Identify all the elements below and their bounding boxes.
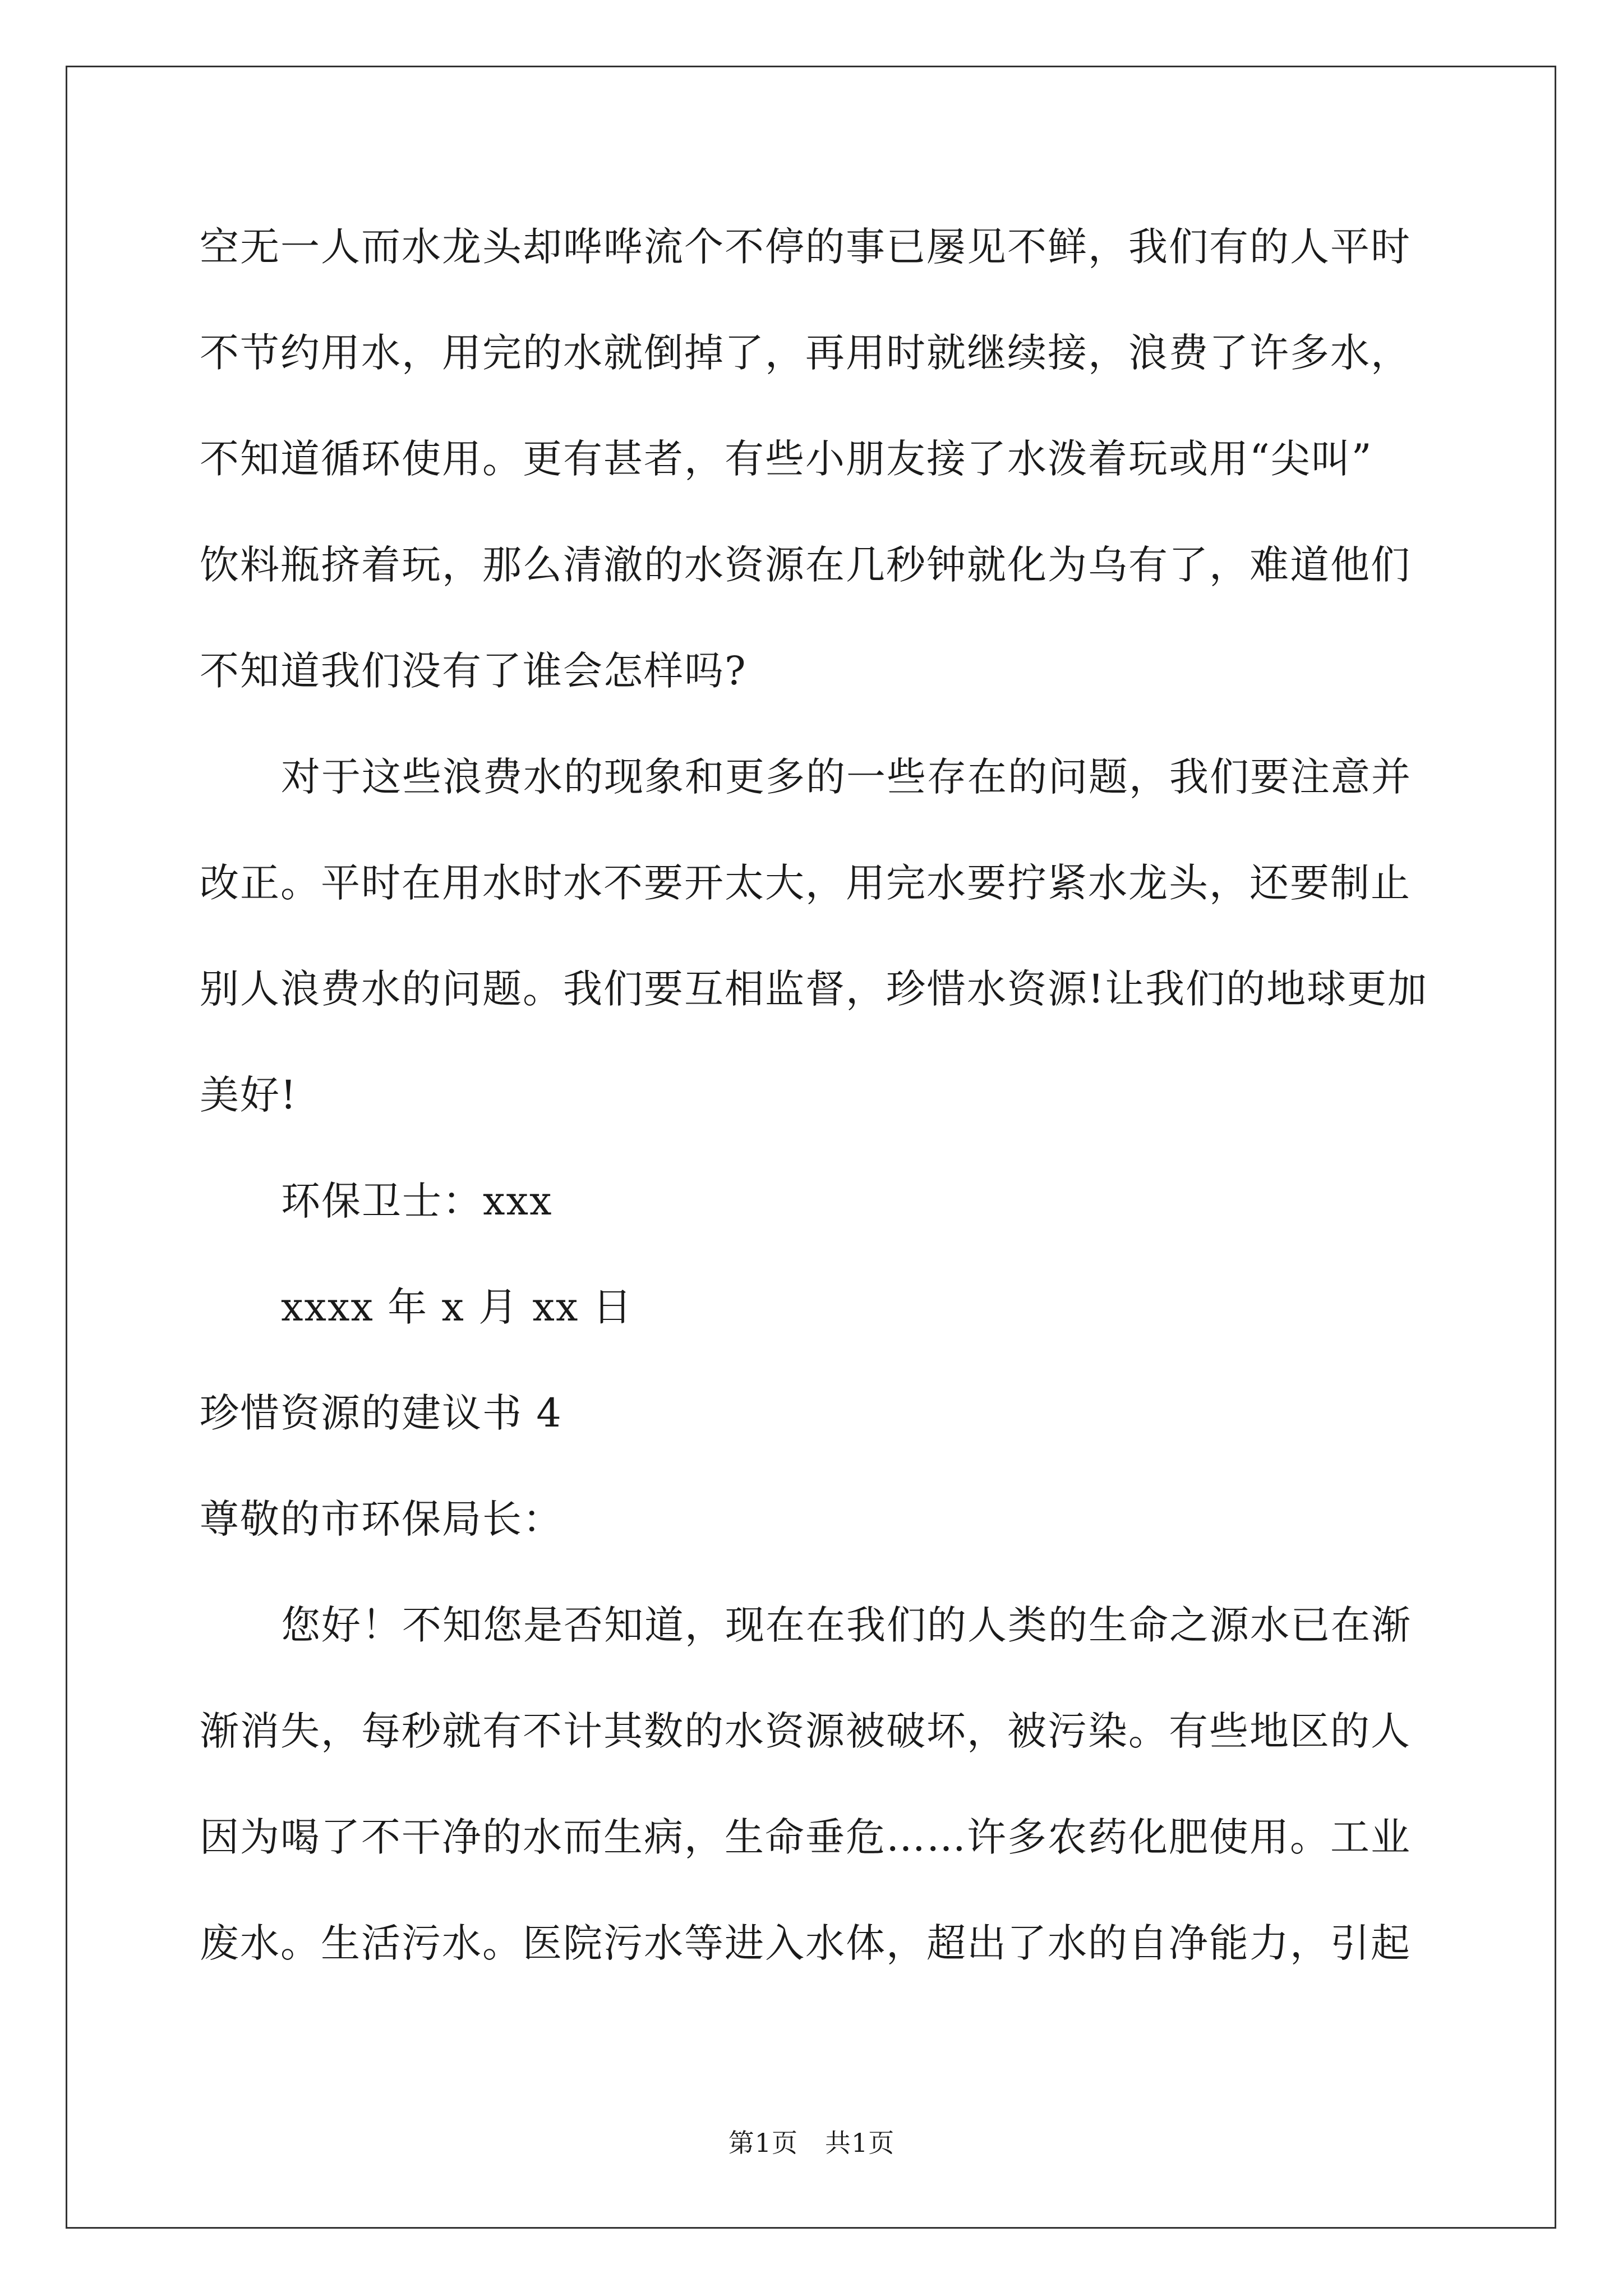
section-title: 珍惜资源的建议书 4 [200, 1390, 562, 1436]
salutation: 尊敬的市环保局长： [200, 1496, 563, 1542]
page-number: 第1页 [728, 2128, 798, 2158]
date-line: xxxx 年 x 月 xx 日 [281, 1284, 633, 1330]
text-line: 美好! [200, 1072, 298, 1118]
paragraph-first-line: 对于这些浪费水的现象和更多的一些存在的问题，我们要注意并 [281, 754, 1412, 800]
text-line: 饮料瓶挤着玩，那么清澈的水资源在几秒钟就化为乌有了，难道他们 [200, 542, 1411, 588]
text-line: 不知道我们没有了谁会怎样吗? [200, 648, 747, 694]
text-line: 别人浪费水的问题。我们要互相监督，珍惜水资源!让我们的地球更加 [200, 966, 1428, 1012]
text-line: 不节约用水，用完的水就倒掉了，再用时就继续接，浪费了许多水， [200, 330, 1411, 376]
page-total: 共1页 [825, 2128, 895, 2158]
text-line: 废水。生活污水。医院污水等进入水体，超出了水的自净能力，引起 [200, 1920, 1411, 1966]
text-line: 不知道循环使用。更有甚者，有些小朋友接了水泼着玩或用“尖叫” [200, 436, 1373, 482]
signature-line: 环保卫士：xxx [281, 1178, 553, 1224]
page-footer [0, 2126, 1623, 2160]
text-line: 改正。平时在用水时水不要开太大，用完水要拧紧水龙头，还要制止 [200, 860, 1411, 906]
text-line: 渐消失，每秒就有不计其数的水资源被破坏，被污染。有些地区的人 [200, 1708, 1411, 1754]
document-body [200, 219, 1428, 2021]
text-line: 空无一人而水龙头却哗哗流个不停的事已屡见不鲜，我们有的人平时 [200, 224, 1411, 270]
text-line: 因为喝了不干净的水而生病，生命垂危……许多农药化肥使用。工业 [200, 1814, 1411, 1860]
paragraph-first-line: 您好！不知您是否知道，现在在我们的人类的生命之源水已在渐 [281, 1602, 1412, 1648]
